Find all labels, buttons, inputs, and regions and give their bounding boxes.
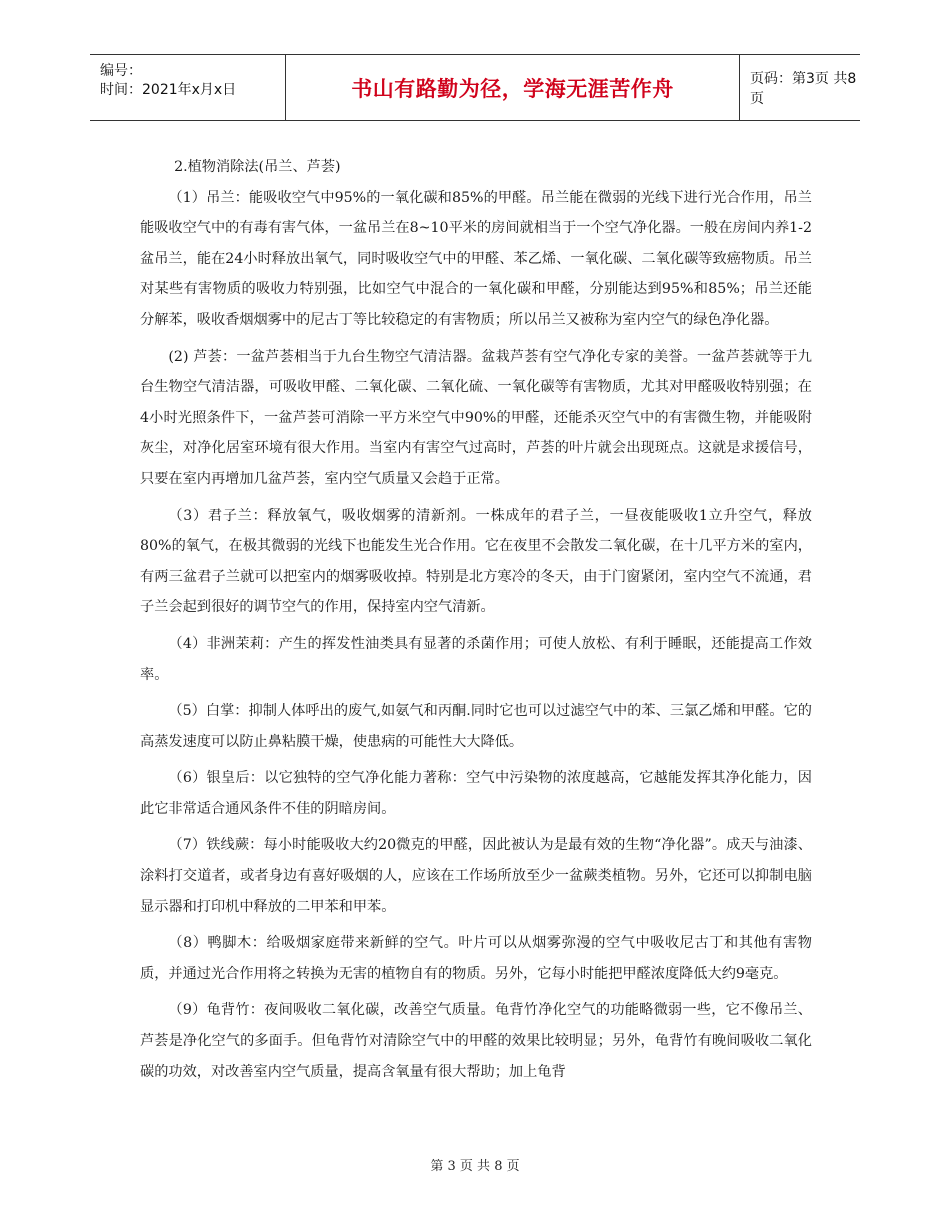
paragraph-schefflera: （8）鸭脚木：给吸烟家庭带来新鲜的空气。叶片可以从烟雾弥漫的空气中吸收尼古丁和其他有害物质，并通过光合作用将之转换为无害的植物自有的物质。另外，它每小时能把甲醛浓度降低大约9毫克。 <box>140 935 812 982</box>
document-time: 时间：2021年x月x日 <box>100 82 237 98</box>
paragraph-african-jasmine: （4）非洲茉莉：产生的挥发性油类具有显著的杀菌作用；可使人放松、有利于睡眠，还能提高工作效率。 <box>140 635 812 683</box>
page-footer: 第 3 页 共 8 页 <box>430 1159 520 1174</box>
header-meta <box>90 55 285 120</box>
paragraph-peace-lily: （5）白掌：抑制人体呼出的废气,如氨气和丙酮.同时它也可以过滤空气中的苯、三氯乙烯和甲醛。它的高蒸发速度可以防止鼻粘膜干燥，使患病的可能性大大降低。 <box>140 703 812 750</box>
paragraph-monstera: （9）龟背竹：夜间吸收二氧化碳，改善空气质量。龟背竹净化空气的功能略微弱一些，它不像吊兰、芦荟是净化空气的多面手。但龟背竹对清除空气中的甲醛的效果比较明显；另外，龟背竹有晚间吸收二氧化碳的功效，对改善室内空气质量，提高含氧量有很大帮助；加上龟背 <box>140 1002 812 1080</box>
document-body <box>140 152 812 1093</box>
paragraph-silver-queen: （6）银皇后：以它独特的空气净化能力著称：空气中污染物的浓度越高，它越能发挥其净化能力，因此它非常适合通风条件不佳的阴暗房间。 <box>140 770 812 817</box>
paragraph-chlorophytum: （1）吊兰：能吸收空气中95%的一氧化碳和85%的甲醛。吊兰能在微弱的光线下进行光合作用，吊兰能吸收空气中的有毒有害气体，一盆吊兰在8~10平米的房间就相当于一个空气净化器。一般在房间内养1-2盆吊兰，能在24小时释放出氧气，同时吸收空气中的甲醛、苯乙烯、一氧化碳、二氧化碳等致癌物质。吊兰对某些有害物质的吸收力特别强，比如空气中混合的一氧化碳和甲醛，分别能达到95%和85%；吊兰还能分解苯，吸收香烟烟雾中的尼古丁等比较稳定的有害物质；所以吊兰又被称为室内空气的绿色净化器。 <box>140 189 812 328</box>
paragraph-aloe: (2) 芦荟：一盆芦荟相当于九台生物空气清洁器。盆栽芦荟有空气净化专家的美誉。一盆芦荟就等于九台生物空气清洁器，可吸收甲醛、二氧化碳、二氧化硫、一氧化碳等有害物质，尤其对甲醛吸收特别强；在4小时光照条件下，一盆芦荟可消除一平方米空气中90%的甲醛，还能杀灭空气中的有害微生物，并能吸附灰尘，对净化居室环境有很大作用。当室内有害空气过高时，芦荟的叶片就会出现斑点。这就是求援信号，只要在室内再增加几盆芦荟，室内空气质量又会趋于正常。 <box>140 348 812 487</box>
header-page-info: 页码：第3页 共8页 <box>750 70 857 107</box>
page-header <box>90 54 860 121</box>
paragraph-maidenhair-fern: （7）铁线蕨：每小时能吸收大约20微克的甲醛，因此被认为是最有效的生物“净化器”。成天与油漆、涂料打交道者，或者身边有喜好吸烟的人，应该在工作场所放至少一盆蕨类植物。另外，它还可以抑制电脑显示器和打印机中释放的二甲苯和甲苯。 <box>140 837 812 915</box>
section-title: 2.植物消除法(吊兰、芦荟) <box>174 159 341 175</box>
paragraph-clivia: （3）君子兰：释放氧气，吸收烟雾的清新剂。一株成年的君子兰，一昼夜能吸收1立升空气，释放80%的氧气，在极其微弱的光线下也能发生光合作用。它在夜里不会散发二氧化碳，在十几平方米的室内，有两三盆君子兰就可以把室内的烟雾吸收掉。特别是北方寒冷的冬天，由于门窗紧闭，室内空气不流通，君子兰会起到很好的调节空气的作用，保持室内空气清新。 <box>140 507 812 616</box>
header-motto: 书山有路勤为径，学海无涯苦作舟 <box>285 55 740 120</box>
document-number-label: 编号： <box>100 63 142 79</box>
